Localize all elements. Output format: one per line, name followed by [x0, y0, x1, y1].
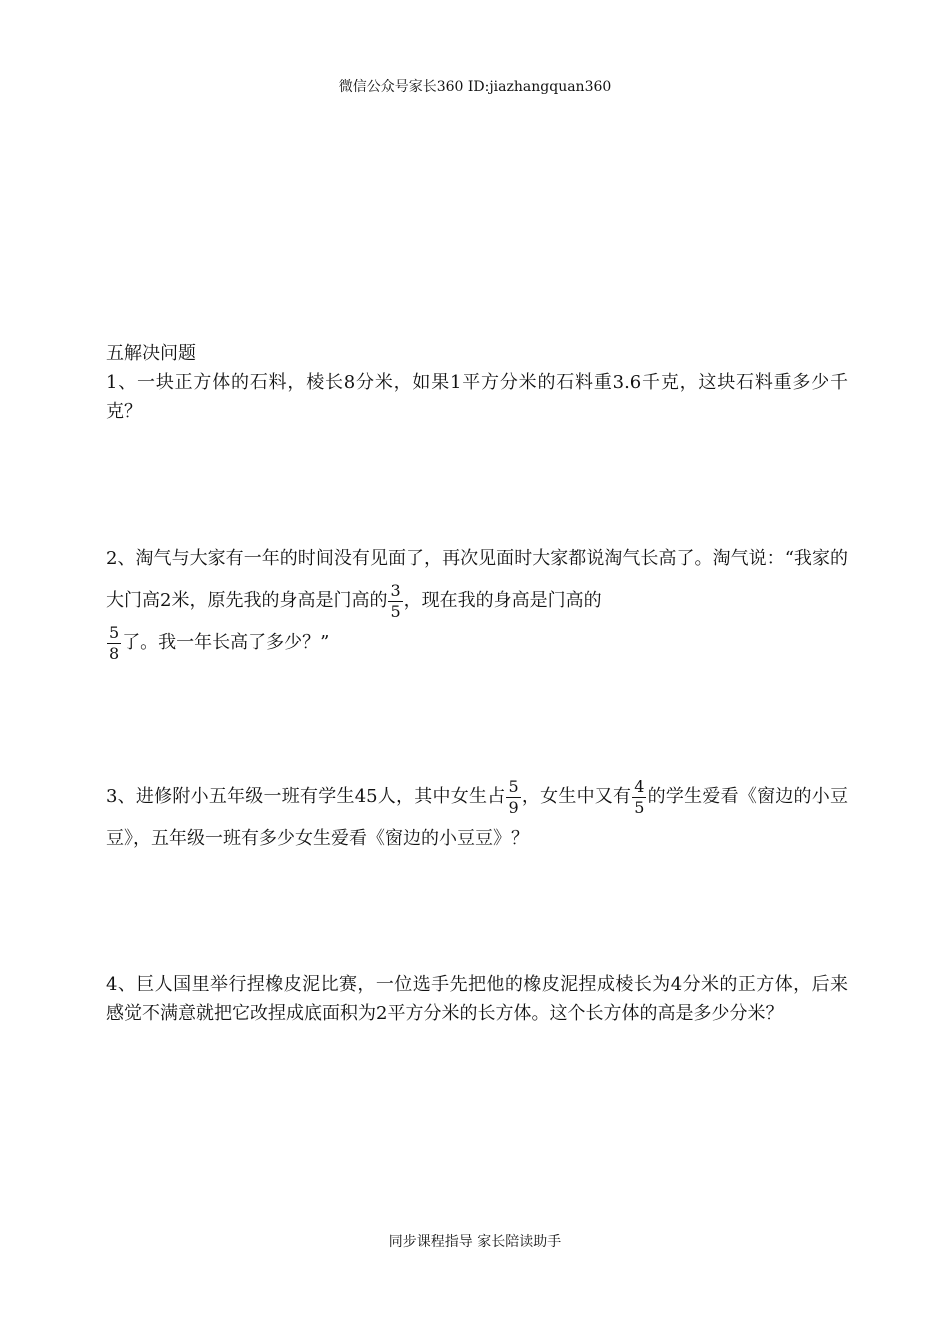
fraction-denominator: 5 [390, 601, 401, 621]
question-3-text-part3: 的学生爱看《窗边的小豆豆》，五年级一班有多少女生爱看《窗边的小豆豆》？ [106, 786, 849, 849]
question-3-text-part1: 3、进修附小五年级一班有学生45人，其中女生占 [106, 786, 506, 807]
fraction-numerator: 5 [508, 776, 519, 796]
fraction-denominator: 9 [508, 797, 519, 817]
question-1-text: 1、一块正方体的石料，棱长8分米，如果1平方分米的石料重3.6千克，这块石料重多少千克？ [106, 372, 848, 422]
question-4 [106, 970, 848, 1028]
fraction-4-5 [632, 778, 646, 817]
question-2-text-part3: 了。我一年长高了多少？” [122, 632, 330, 653]
question-3 [106, 776, 848, 860]
section-title: 五解决问题 [106, 343, 196, 364]
fraction-numerator: 5 [109, 622, 120, 642]
page-footer: 同步课程指导 家长陪读助手 [388, 1234, 562, 1250]
question-1 [106, 368, 848, 426]
question-4-text: 4、巨人国里举行捏橡皮泥比赛，一位选手先把他的橡皮泥捏成棱长为4分米的正方体，后来感觉不满意就把它改捏成底面积为2平方分米的长方体。这个长方体的高是多少分米？ [106, 974, 848, 1024]
fraction-numerator: 3 [390, 580, 401, 600]
fraction-3-5 [388, 582, 402, 621]
fraction-5-9 [506, 778, 520, 817]
fraction-numerator: 4 [634, 776, 645, 796]
question-3-text-part2: ，女生中又有 [521, 786, 632, 807]
question-2-text-part1: 2、淘气与大家有一年的时间没有见面了，再次见面时大家都说淘气长高了。淘气说：“我家的大门高2米，原先我的身高是门高的 [106, 548, 848, 611]
fraction-5-8 [107, 624, 121, 663]
question-2-text-part2: ，现在我的身高是门高的 [403, 590, 602, 611]
page-header: 微信公众号家长360 ID:jiazhangquan360 [338, 79, 612, 95]
fraction-denominator: 8 [109, 643, 120, 663]
question-2 [106, 538, 848, 664]
fraction-denominator: 5 [634, 797, 645, 817]
